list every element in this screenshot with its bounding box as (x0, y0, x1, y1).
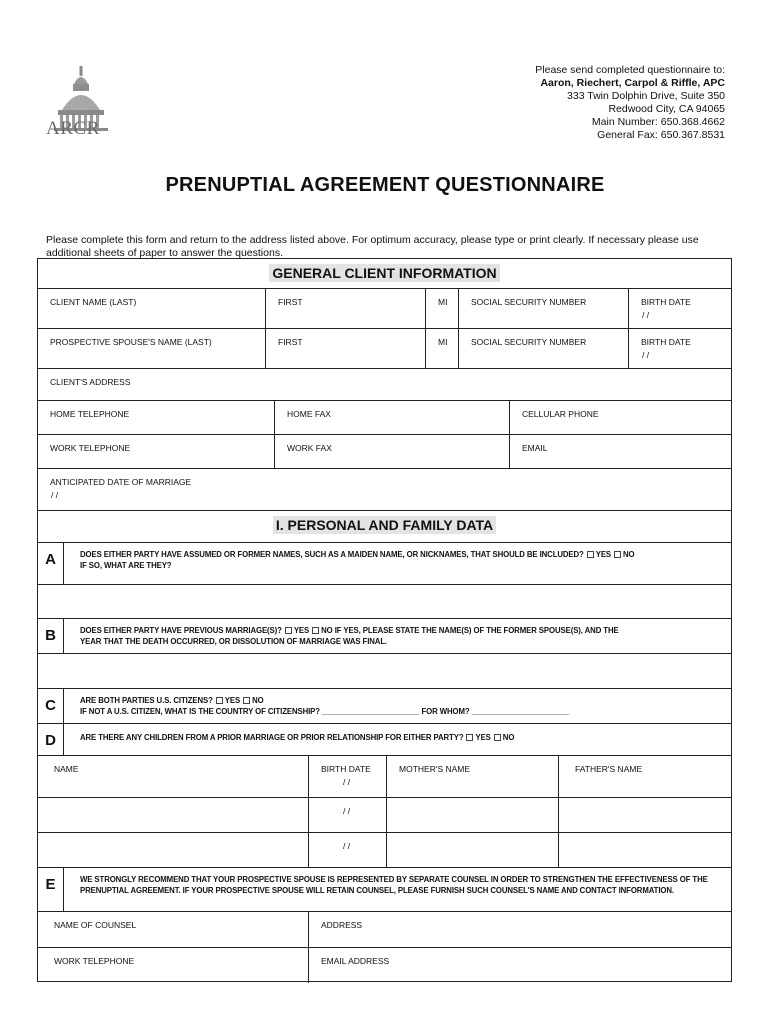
section-heading: I. PERSONAL AND FAMILY DATA (38, 511, 731, 533)
contact-block (535, 64, 725, 142)
child-name-header: NAME (38, 756, 309, 797)
counsel-work-telephone-field[interactable]: WORK TELEPHONE (38, 948, 309, 983)
logo-text: ARCR (46, 118, 100, 139)
answer-a-field[interactable] (38, 585, 731, 619)
question-letter: B (38, 619, 64, 653)
question-a-text: DOES EITHER PARTY HAVE ASSUMED OR FORMER NAMES, SUCH AS A MAIDEN NAME, OR NICKNAMES, THAT SHOULD BE INCLUDED? YES NO IF SO, WHAT ARE THEY? (80, 550, 635, 570)
no-checkbox[interactable] (494, 734, 501, 741)
spouse-ssn-field[interactable]: SOCIAL SECURITY NUMBER (459, 329, 629, 368)
questionnaire-form (37, 258, 732, 982)
yes-checkbox[interactable] (285, 627, 292, 634)
spouse-birth-date-field[interactable]: BIRTH DATE / / (641, 337, 691, 360)
question-e-text: WE STRONGLY RECOMMEND THAT YOUR PROSPECTIVE SPOUSE IS REPRESENTED BY SEPARATE COUNSEL IN ORDER TO STRENGTHEN THE EFFECTIVENESS OF THE PRENUPTIAL AGREEMENT. IF YOUR PROSPECTIVE SPOUSE WILL RETAIN COUNSEL, PLEASE FURNISH SUCH COUNSEL'S NAME AND CONTACT INFORMATION. (80, 875, 708, 895)
marriage-date-row (38, 469, 731, 511)
spouse-name-row (38, 329, 731, 369)
address-line-1: 333 Twin Dolphin Drive, Suite 350 (567, 90, 725, 102)
contact-intro: Please send completed questionnaire to: (535, 64, 725, 76)
no-checkbox[interactable] (243, 697, 250, 704)
counsel-row-2 (38, 948, 731, 983)
client-mi-field[interactable]: MI (426, 289, 459, 328)
children-header-row (38, 756, 731, 798)
question-c-row (38, 689, 731, 724)
question-c-text: ARE BOTH PARTIES U.S. CITIZENS? YES NO IF NOT A U.S. CITIZEN, WHAT IS THE COUNTRY OF CITIZENSHIP? _______________________ FOR WHOM? _______________________ (80, 696, 570, 716)
client-ssn-field[interactable]: SOCIAL SECURITY NUMBER (459, 289, 629, 328)
client-last-name-field[interactable]: CLIENT NAME (LAST) (38, 289, 266, 328)
client-address-field[interactable]: CLIENT'S ADDRESS (50, 377, 131, 387)
child-father-field[interactable] (559, 798, 733, 832)
counsel-name-field[interactable]: NAME OF COUNSEL (38, 912, 309, 947)
client-birth-date-field[interactable]: BIRTH DATE / / (641, 297, 691, 320)
client-name-row (38, 289, 731, 329)
spouse-last-name-field[interactable]: PROSPECTIVE SPOUSE'S NAME (LAST) (38, 329, 266, 368)
page-title: PRENUPTIAL AGREEMENT QUESTIONNAIRE (165, 174, 605, 196)
question-d-text: ARE THERE ANY CHILDREN FROM A PRIOR MARRIAGE OR PRIOR RELATIONSHIP FOR EITHER PARTY? YES NO (80, 733, 515, 742)
general-fax: General Fax: 650.367.8531 (597, 129, 725, 141)
question-b-text: DOES EITHER PARTY HAVE PREVIOUS MARRIAGE(S)? YES NO IF YES, PLEASE STATE THE NAME(S) OF THE FORMER SPOUSE(S), AND THE YEAR THAT THE DEATH OCCURRED, OR DISSOLUTION OF MARRIAGE WAS FINAL. (80, 626, 619, 646)
answer-b-field[interactable] (38, 654, 731, 689)
question-a-row (38, 543, 731, 585)
child-mother-field[interactable] (387, 798, 559, 832)
general-heading-row (38, 259, 731, 289)
question-d-row (38, 724, 731, 756)
section-heading: GENERAL CLIENT INFORMATION (38, 259, 731, 281)
child-father-field[interactable] (559, 833, 733, 867)
father-name-header: FATHER'S NAME (575, 764, 643, 774)
work-fax-field[interactable]: WORK FAX (275, 435, 510, 468)
question-letter: D (38, 724, 64, 755)
home-fax-field[interactable]: HOME FAX (275, 401, 510, 434)
email-field[interactable]: EMAIL (522, 443, 548, 453)
instructions: Please complete this form and return to the address listed above. For optimum accuracy, please type or print clearly. If necessary please use additional sheets of paper to answer the questions. (46, 234, 699, 259)
child-name-field[interactable] (38, 833, 309, 867)
mother-name-header: MOTHER'S NAME (387, 756, 559, 797)
counsel-row-1 (38, 912, 731, 948)
spouse-first-name-field[interactable]: FIRST (266, 329, 426, 368)
home-phone-row (38, 401, 731, 435)
anticipated-marriage-date-field[interactable]: ANTICIPATED DATE OF MARRIAGE / / (50, 477, 192, 500)
child-birth-date-header: BIRTH DATE / / (309, 756, 387, 797)
child-name-field[interactable] (38, 798, 309, 832)
counsel-email-field[interactable]: EMAIL ADDRESS (321, 956, 390, 966)
question-b-row (38, 619, 731, 654)
child-mother-field[interactable] (387, 833, 559, 867)
child-birth-date-field[interactable]: / / (309, 833, 387, 867)
spouse-mi-field[interactable]: MI (426, 329, 459, 368)
yes-checkbox[interactable] (216, 697, 223, 704)
main-number: Main Number: 650.368.4662 (591, 116, 725, 128)
home-telephone-field[interactable]: HOME TELEPHONE (38, 401, 275, 434)
question-letter: E (38, 868, 64, 911)
work-telephone-field[interactable]: WORK TELEPHONE (38, 435, 275, 468)
counsel-address-field[interactable]: ADDRESS (321, 920, 363, 930)
work-phone-row (38, 435, 731, 469)
child-birth-date-field[interactable]: / / (309, 798, 387, 832)
child-row (38, 833, 731, 868)
client-first-name-field[interactable]: FIRST (266, 289, 426, 328)
yes-checkbox[interactable] (466, 734, 473, 741)
cellular-phone-field[interactable]: CELLULAR PHONE (522, 409, 599, 419)
child-row (38, 798, 731, 833)
question-letter: C (38, 689, 64, 723)
client-address-row (38, 369, 731, 401)
yes-checkbox[interactable] (587, 551, 594, 558)
no-checkbox[interactable] (614, 551, 621, 558)
firm-name: Aaron, Riechert, Carpol & Riffle, APC (540, 77, 725, 89)
address-line-2: Redwood City, CA 94065 (608, 103, 725, 115)
no-checkbox[interactable] (312, 627, 319, 634)
personal-heading-row (38, 511, 731, 543)
question-e-row (38, 868, 731, 912)
question-letter: A (38, 543, 64, 584)
